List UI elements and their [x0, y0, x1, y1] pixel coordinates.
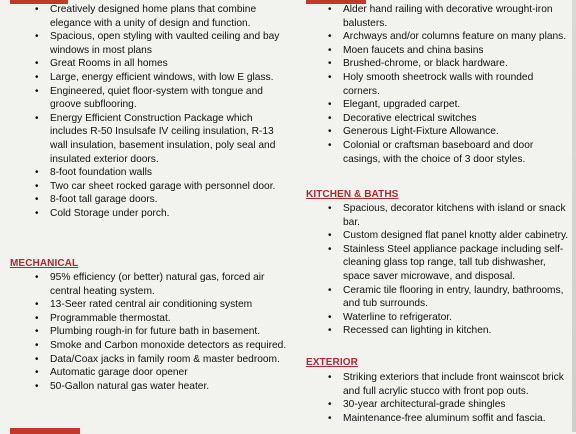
bullet-icon: • [35, 85, 39, 97]
list-item-text: Decorative electrical switches [343, 112, 477, 124]
bullet-icon: • [328, 4, 332, 15]
list-item [35, 353, 290, 367]
list-item [35, 3, 290, 30]
list-item-text: Plumbing rough-in for future bath in basement. [50, 326, 261, 338]
list-item [328, 44, 571, 58]
list-item-text: Maintenance-free aluminum soffit and fascia. [343, 412, 546, 424]
list-item [35, 312, 290, 326]
bullet-icon: • [328, 126, 332, 138]
list-item [328, 125, 571, 139]
bullet-icon: • [328, 203, 332, 214]
list-item [328, 284, 571, 311]
list-item-text: Custom designed flat panel knotty alder cabinetry. [343, 230, 569, 242]
list-item-text: Waterline to refrigerator. [343, 311, 452, 323]
mechanical-heading: MECHANICAL [10, 258, 79, 269]
list-item-text: Automatic garage door opener [50, 367, 188, 379]
list-item-text: Elegant, upgraded carpet. [343, 99, 461, 111]
list-item-text: 8-foot foundation walls [50, 167, 152, 179]
page-edge [572, 0, 576, 432]
bullet-icon: • [328, 112, 332, 124]
bullet-icon: • [35, 4, 39, 15]
bullet-icon: • [35, 272, 39, 283]
list-item-text: Data/Coax jacks in family room & master bedroom. [50, 353, 280, 365]
bullet-icon: • [35, 353, 39, 365]
bullet-icon: • [35, 207, 39, 219]
list-item-text: Large, energy efficient windows, with low E glass. [50, 71, 274, 83]
bullet-icon: • [328, 412, 332, 424]
bullet-icon: • [35, 180, 39, 192]
bullet-icon: • [328, 243, 332, 255]
list-item [328, 243, 571, 284]
bullet-icon: • [328, 99, 332, 111]
list-item-text: Smoke and Carbon monoxide detectors as required. [50, 339, 287, 351]
bullet-icon: • [328, 399, 332, 411]
bullet-icon: • [35, 367, 39, 379]
list-item-text: Two car sheet rocked garage with personnel door. [50, 180, 276, 192]
list-item-text: 30-year architectural-grade shingles [343, 399, 506, 411]
list-item-text: Brushed-chrome, or black hardware. [343, 58, 508, 70]
bullet-icon: • [35, 31, 39, 43]
bullet-icon: • [35, 167, 39, 179]
list-item-text: Programmable thermostat. [50, 312, 171, 324]
kitchen-baths-list [328, 202, 571, 338]
list-item [35, 298, 290, 312]
list-item [35, 193, 290, 207]
mechanical-list [35, 271, 290, 393]
list-item-text: Cold Storage under porch. [50, 207, 170, 219]
list-item [35, 325, 290, 339]
list-item [328, 98, 571, 112]
list-item [328, 112, 571, 126]
list-item-text: Creatively designed home plans that combine elegance with a unity of design and function. [50, 4, 257, 29]
bullet-icon: • [35, 380, 39, 392]
list-item-text: Moen faucets and china basins [343, 44, 484, 56]
bullet-icon: • [328, 311, 332, 323]
list-item [35, 366, 290, 380]
list-item [328, 57, 571, 71]
list-item [328, 229, 571, 243]
list-item [35, 30, 290, 57]
bullet-icon: • [328, 372, 332, 383]
bullet-icon: • [35, 312, 39, 324]
list-item [35, 166, 290, 180]
bullet-icon: • [328, 58, 332, 70]
list-item [328, 30, 571, 44]
bullet-icon: • [328, 230, 332, 242]
list-item-text: Energy Efficient Construction Package which includes R-50 Insulsafe IV ceiling insulation, R-13 wall insulation, basement insulation, poly seal and insulated exterior doors. [50, 112, 276, 165]
bullet-icon: • [328, 71, 332, 83]
list-item [35, 112, 290, 166]
bullet-icon: • [328, 325, 332, 337]
list-item [328, 139, 571, 166]
list-item [35, 71, 290, 85]
bullet-icon: • [328, 284, 332, 296]
list-item-text: Spacious, decorator kitchens with island or snack bar. [343, 203, 566, 228]
bullet-icon: • [328, 139, 332, 151]
interior-features-list [328, 3, 571, 166]
bullet-icon: • [35, 58, 39, 70]
list-item [328, 324, 571, 338]
list-item-text: 13-Seer rated central air conditioning system [50, 299, 253, 311]
list-item-text: Generous Light-Fixture Allowance. [343, 126, 499, 138]
list-item [35, 57, 290, 71]
list-item-text: 50-Gallon natural gas water heater. [50, 380, 210, 392]
list-item-text: Recessed can lighting in kitchen. [343, 325, 492, 337]
list-item-text: Colonial or craftsman baseboard and door casings, with the choice of 3 door styles. [343, 139, 534, 165]
general-features-list [35, 3, 290, 221]
list-item [35, 339, 290, 353]
bullet-icon: • [35, 71, 39, 83]
list-item [35, 380, 290, 394]
exterior-list [328, 371, 571, 425]
bullet-icon: • [35, 112, 39, 124]
list-item-text: 95% efficiency (or better) natural gas, forced air central heating system. [50, 272, 265, 297]
list-item-text: Stainless Steel appliance package including self-cleaning glass top range, tall tub dishwasher, space saver microwave, and disposal. [343, 243, 564, 282]
list-item [328, 3, 571, 30]
list-item [35, 180, 290, 194]
list-item [35, 207, 290, 221]
list-item [328, 71, 571, 98]
list-item [35, 271, 290, 298]
cropped-heading-master-suite [10, 428, 80, 434]
list-item [328, 412, 571, 426]
list-item-text: Archways and/or columns feature on many plans. [343, 31, 567, 43]
bullet-icon: • [35, 326, 39, 338]
bullet-icon: • [35, 299, 39, 311]
list-item [328, 311, 571, 325]
bullet-icon: • [328, 31, 332, 43]
list-item-text: Holy smooth sheetrock walls with rounded corners. [343, 71, 534, 97]
list-item-text: Spacious, open styling with vaulted ceiling and bay windows in most plans [50, 31, 280, 56]
list-item-text: Great Rooms in all homes [50, 58, 168, 70]
bullet-icon: • [328, 44, 332, 56]
exterior-heading: EXTERIOR [306, 357, 358, 368]
list-item [328, 202, 571, 229]
list-item-text: Alder hand railing with decorative wrought-iron balusters. [343, 4, 553, 29]
list-item [35, 85, 290, 112]
kitchen-baths-heading: KITCHEN & BATHS [306, 189, 399, 200]
list-item-text: Engineered, quiet floor-system with tongue and groove subflooring. [50, 85, 263, 111]
bullet-icon: • [35, 339, 39, 351]
list-item [328, 398, 571, 412]
list-item-text: Ceramic tile flooring in entry, laundry, bathrooms, and tub surrounds. [343, 284, 564, 310]
list-item [328, 371, 571, 398]
list-item-text: Striking exteriors that include front wainscot brick and full acrylic stucco with front pop outs. [343, 372, 564, 397]
bullet-icon: • [35, 194, 39, 206]
list-item-text: 8-foot tall garage doors. [50, 194, 158, 206]
